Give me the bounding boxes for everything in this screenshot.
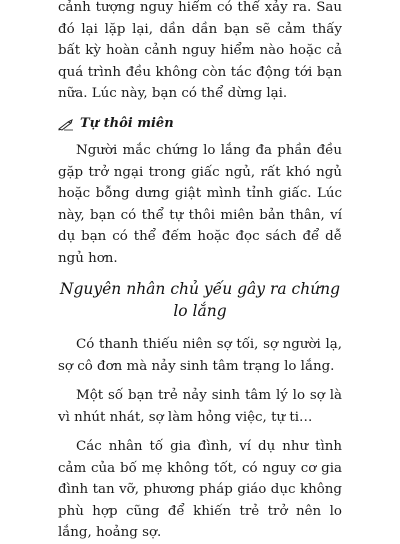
- subheading-label: Tự thôi miên: [80, 115, 174, 131]
- subheading: [58, 113, 342, 135]
- paragraph-hypnosis: Người mắc chứng lo lắng đa phần đều gặp trở ngại trong giấc ngủ, rất khó ngủ hoặc bỗng dưng giật mình tỉnh giấc. Lúc này, bạn có thể tự thôi miên bản thân, ví dụ bạn có thể đếm hoặc đọc sách để dễ ngủ hơn.: [58, 143, 342, 266]
- paragraph-cause-2: Một số bạn trẻ nảy sinh tâm lý lo sợ là vì nhút nhát, sợ làm hỏng việc, tự ti…: [58, 388, 342, 425]
- section-heading: Nguyên nhân chủ yếu gây ra chứng lo lắng: [59, 280, 341, 320]
- paragraph-cause-3: Các nhân tố gia đình, ví dụ như tình cảm của bố mẹ không tốt, có nguy cơ gia đình tan vỡ, phương pháp giáo dục không phù hợp cũng để khiến trẻ trở nên lo lắng, hoảng sợ.: [58, 439, 342, 540]
- pencil-hand-icon: [58, 117, 74, 129]
- paragraph-continuation: cảnh tượng nguy hiểm có thể xảy ra. Sau đó lại lặp lại, dần dần bạn sẽ cảm thấy bất kỳ hoàn cảnh nguy hiểm nào hoặc cả quá trình đều không còn tác động tới bạn nữa. Lúc này, bạn có thể dừng lại.: [58, 0, 342, 101]
- paragraph-cause-1: Có thanh thiếu niên sợ tối, sợ người lạ, sợ cô đơn mà nảy sinh tâm trạng lo lắng.: [58, 337, 342, 374]
